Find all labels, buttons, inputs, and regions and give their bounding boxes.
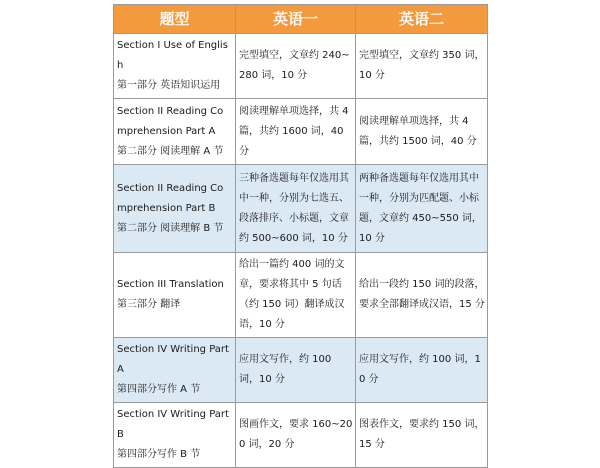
header-english2: 英语二 <box>356 5 488 34</box>
type-cell <box>114 34 236 99</box>
type-cell <box>114 338 236 403</box>
type-part: 第四部分写作 B 节 <box>117 449 201 460</box>
english2-cell: 图表作文，要求约 150 词，15 分 <box>356 403 488 468</box>
english1-cell: 完型填空，文章约 240~280 词，10 分 <box>236 34 356 99</box>
table-row <box>114 403 488 468</box>
english2-cell: 应用文写作，约 100 词，10 分 <box>356 338 488 403</box>
type-name: Section I Use of English <box>117 40 228 71</box>
table-row <box>114 338 488 403</box>
table-row <box>114 99 488 165</box>
type-name: Section II Reading Comprehension Part B <box>117 182 224 214</box>
type-part: 第三部分 翻译 <box>117 299 181 310</box>
type-part: 第二部分 阅读理解 B 节 <box>117 222 224 234</box>
header-english1: 英语一 <box>236 5 356 34</box>
english1-cell: 三种备选题每年仅选用其中一种，分别为七选五、段落排序、小标题，文章约 500~600 词，10 分 <box>236 165 356 253</box>
type-part: 第二部分 阅读理解 A 节 <box>117 145 224 157</box>
type-part: 第一部分 英语知识运用 <box>117 80 221 91</box>
type-cell <box>114 253 236 338</box>
english1-cell: 应用文写作，约 100 词，10 分 <box>236 338 356 403</box>
table-row <box>114 165 488 253</box>
english2-cell: 完型填空，文章约 350 词，10 分 <box>356 34 488 99</box>
english1-cell: 给出一篇约 400 词的文章，要求将其中 5 句话（约 150 词）翻译成汉语，10 分 <box>236 253 356 338</box>
type-cell <box>114 165 236 253</box>
table-row <box>114 253 488 338</box>
type-name: Section IV Writing Part B <box>117 409 229 440</box>
table-header-row <box>114 5 488 34</box>
table-row <box>114 34 488 99</box>
type-name: Section II Reading Comprehension Part A <box>117 105 224 137</box>
english2-cell: 阅读理解单项选择，共 4 篇，共约 1500 词，40 分 <box>356 99 488 165</box>
english2-cell: 给出一段约 150 词的段落，要求全部翻译成汉语，15 分 <box>356 253 488 338</box>
type-cell <box>114 403 236 468</box>
type-part: 第四部分写作 A 节 <box>117 384 201 395</box>
header-type: 题型 <box>114 5 236 34</box>
english2-cell: 两种备选题每年仅选用其中一种，分别为匹配题、小标题，文章约 450~550 词，10 分 <box>356 165 488 253</box>
type-name: Section III Translation <box>117 279 224 290</box>
type-name: Section IV Writing Part A <box>117 344 229 375</box>
english1-cell: 阅读理解单项选择，共 4 篇，共约 1600 词，40 分 <box>236 99 356 165</box>
exam-comparison-table <box>113 4 488 468</box>
type-cell <box>114 99 236 165</box>
english1-cell: 图画作文，要求 160~200 词，20 分 <box>236 403 356 468</box>
